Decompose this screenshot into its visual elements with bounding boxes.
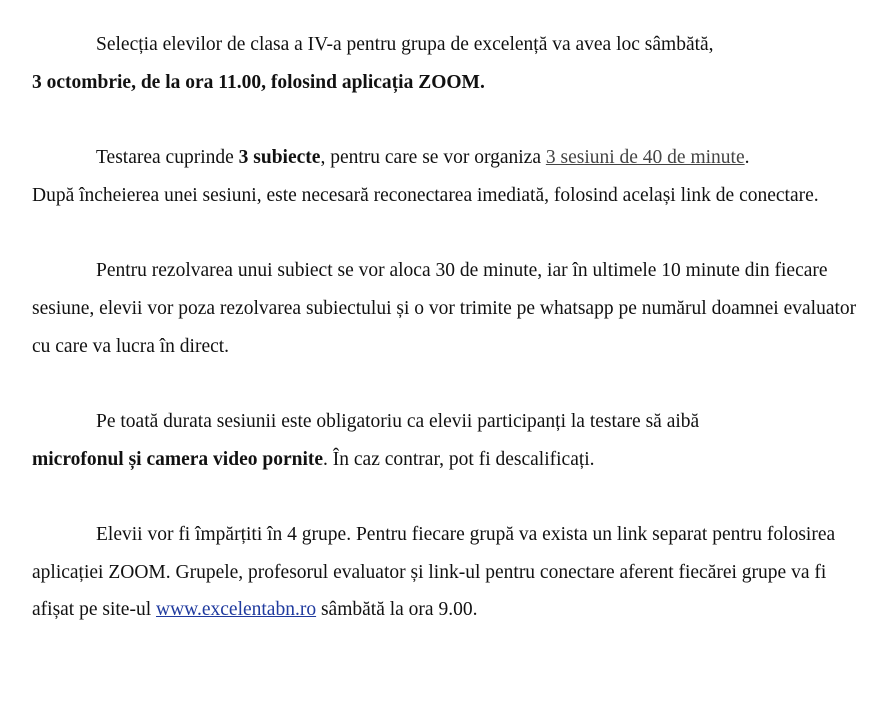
paragraph-test-structure — [32, 139, 862, 214]
reconnect-text: După încheierea unei sesiuni, este necesară reconectarea imediată, folosind același link de conectare. — [32, 184, 819, 206]
sessions-underlined: 3 sesiuni de 40 de minute — [545, 147, 745, 169]
document-page — [32, 26, 862, 629]
selection-intro-text: Selecția elevilor de clasa a IV-a pentru grupa de excelență va avea loc sâmbătă, — [96, 34, 714, 55]
solving-time-text: Pentru rezolvarea unui subiect se vor aloca 30 de minute, iar în ultimele 10 minute din fiecare sesiune, elevii vor poza rezolvarea subiectului și o vor trimite pe whatsapp pe numărul doamnei evaluator cu care va lucra în direct. — [32, 260, 857, 357]
subjects-count-bold: 3 subiecte — [238, 147, 321, 169]
groups-text-2: sâmbătă la ora 9.00. — [316, 599, 478, 621]
camera-rule-text-1: Pe toată durata sesiunii este obligatoriu ca elevii participanți la testare să aibă — [96, 410, 700, 432]
camera-rule-bold: microfonul și camera video pornite — [32, 448, 324, 470]
paragraph-groups — [32, 516, 862, 629]
groups-text-1: Elevii vor fi împărțiti în 4 grupe. Pentru fiecare grupă va exista un link separat pentru folosirea aplicației ZOOM. Grupele, profesorul evaluator și link-ul pentru conectare aferent fiecărei grupe va fi afișat pe site-ul — [32, 524, 836, 621]
paragraph-selection-date — [32, 26, 862, 101]
test-structure-text-3: . — [744, 147, 750, 169]
website-link[interactable]: www.excelentabn.ro — [156, 599, 317, 621]
camera-rule-text-2: . În caz contrar, pot fi descalificați. — [323, 448, 595, 470]
paragraph-camera-rule — [32, 403, 862, 478]
test-structure-text-1: Testarea cuprinde — [96, 147, 239, 169]
test-structure-text-2: , pentru care se vor organiza — [320, 147, 546, 169]
selection-date-bold: 3 octombrie, de la ora 11.00, folosind aplicația ZOOM. — [32, 71, 485, 93]
paragraph-solving-time — [32, 252, 862, 365]
